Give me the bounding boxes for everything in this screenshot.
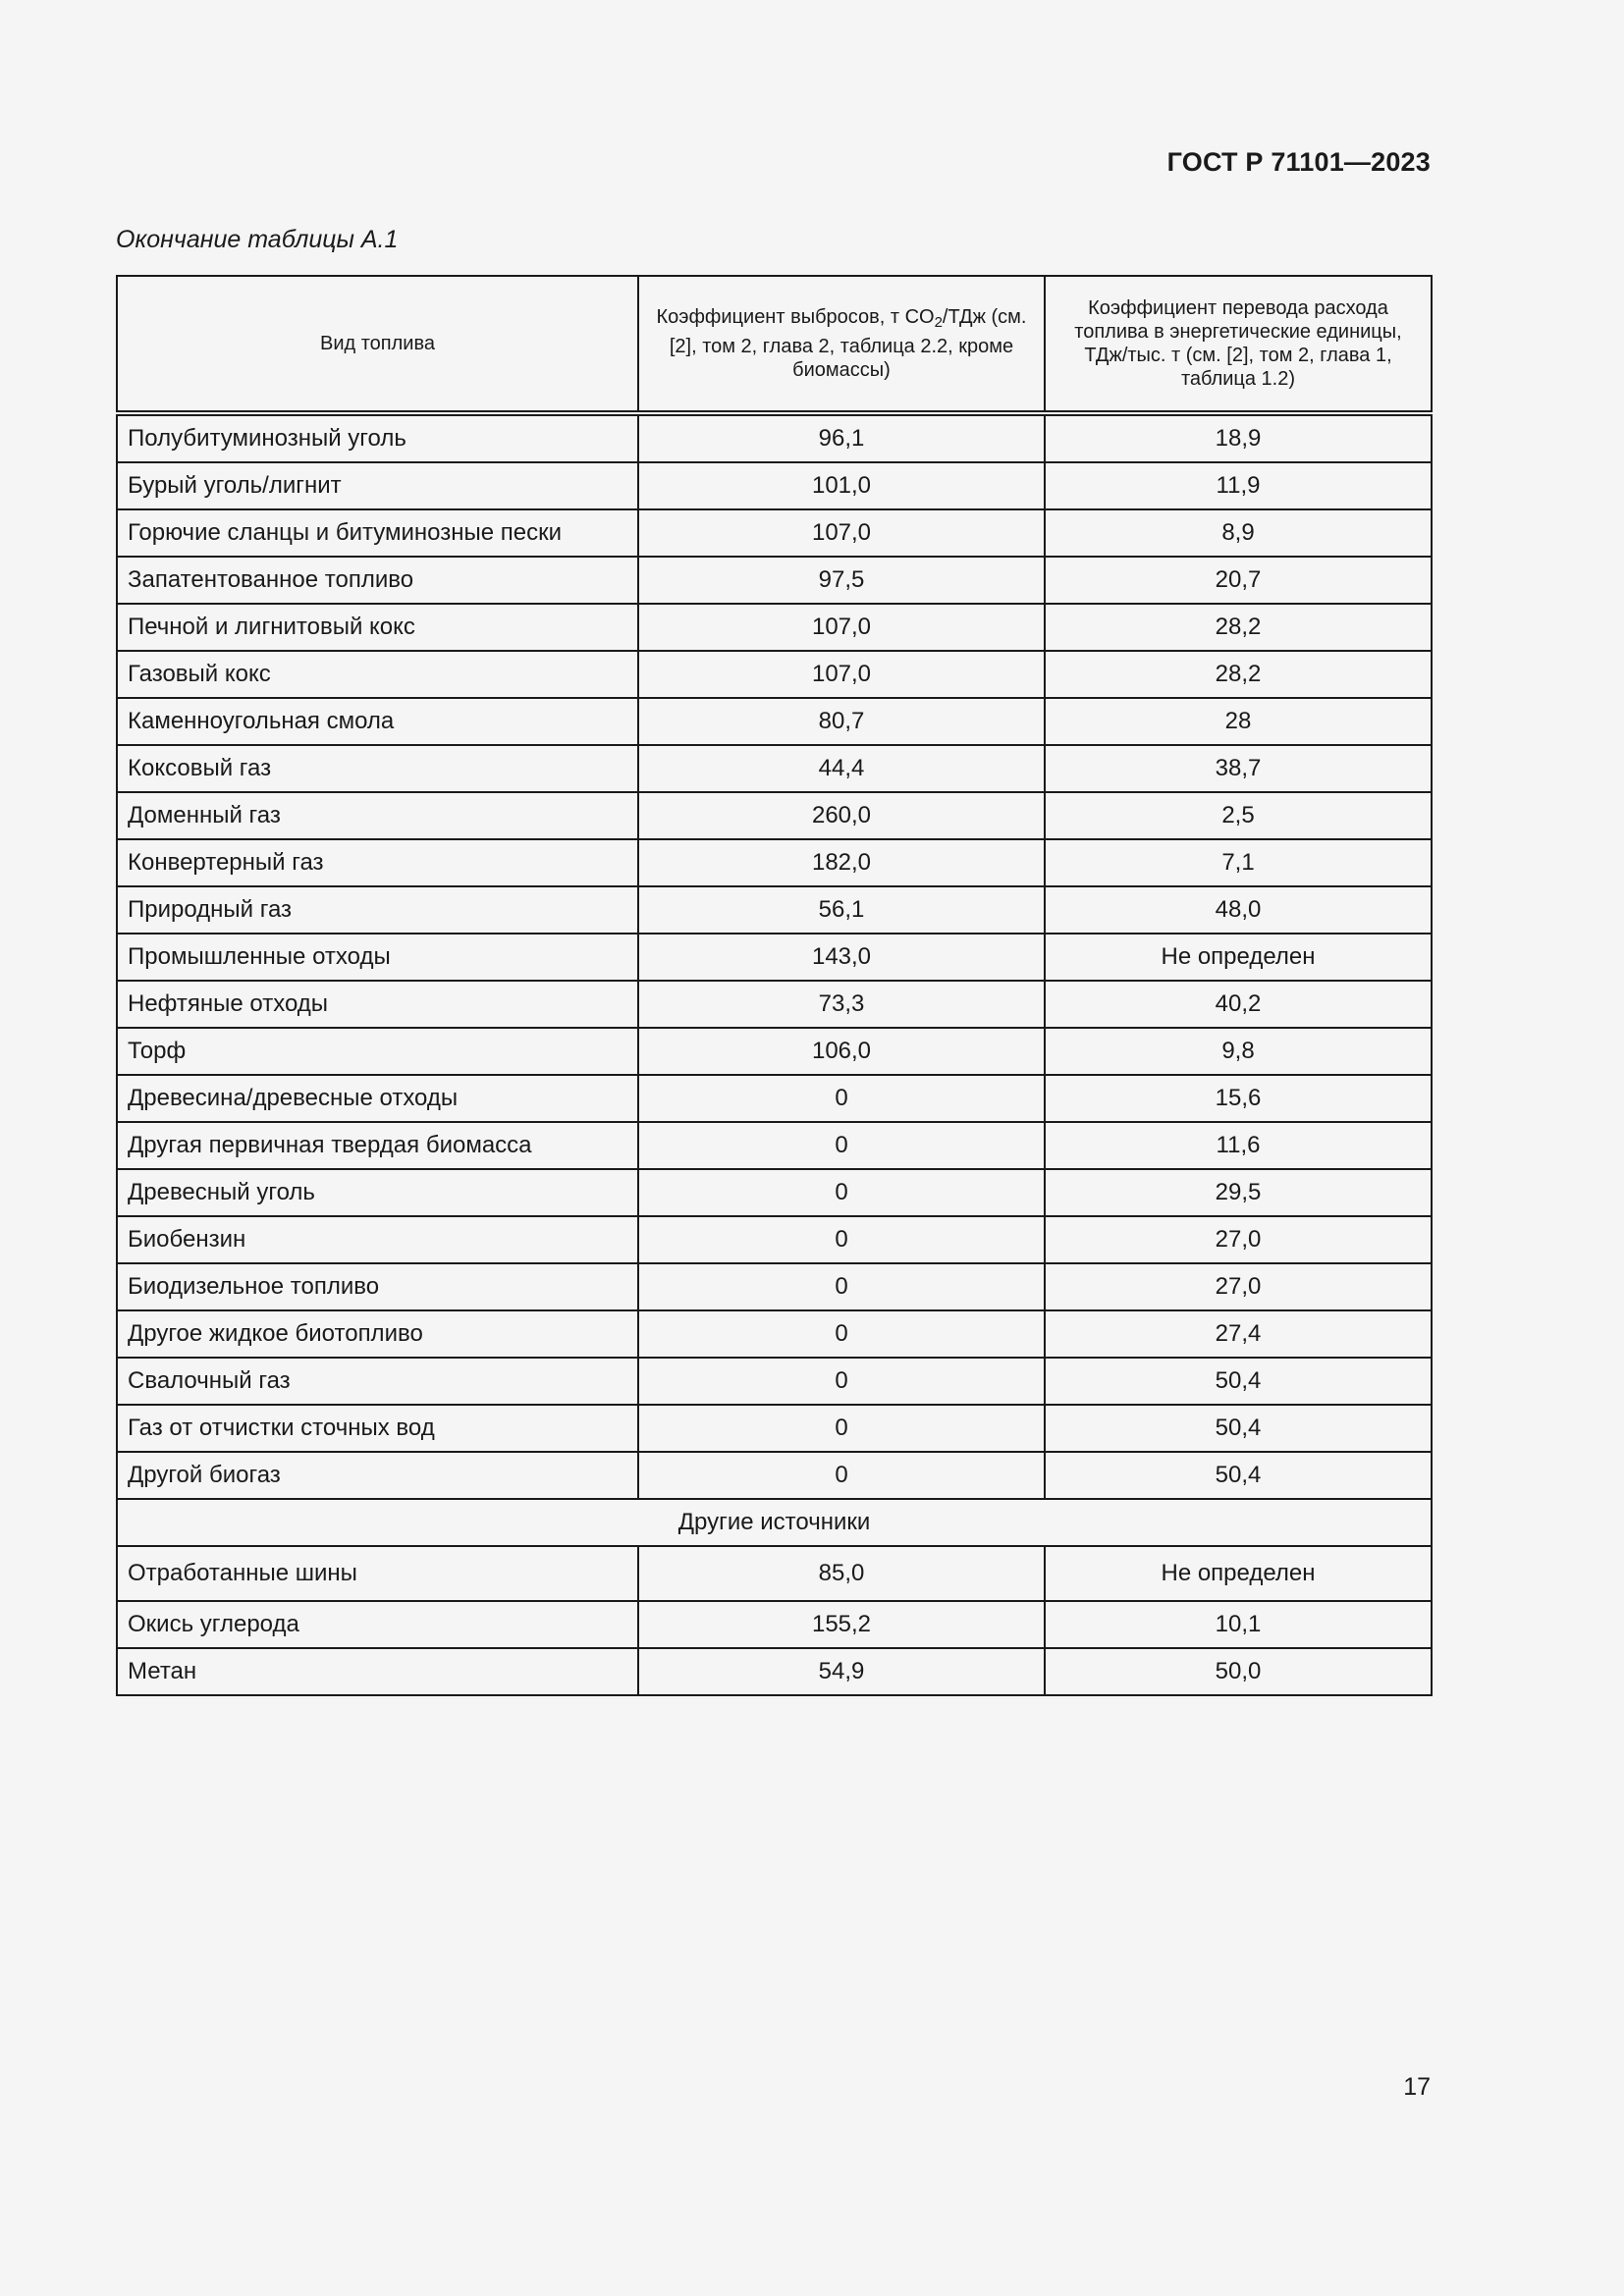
conversion-value-cell: 15,6 (1045, 1075, 1432, 1122)
section-title: Другие источники (117, 1499, 1432, 1546)
fuel-name-cell: Нефтяные отходы (117, 981, 638, 1028)
table-row (117, 1028, 1432, 1075)
emission-value-cell: 155,2 (638, 1601, 1045, 1648)
emission-value-cell: 260,0 (638, 792, 1045, 839)
header-emission-factor (638, 276, 1045, 413)
fuel-name-cell: Каменноугольная смола (117, 698, 638, 745)
table-row (117, 509, 1432, 557)
table-row (117, 604, 1432, 651)
page-number: 17 (1403, 2073, 1431, 2101)
emission-value-cell: 56,1 (638, 886, 1045, 934)
conversion-value-cell: 50,4 (1045, 1358, 1432, 1405)
table-row (117, 745, 1432, 792)
fuel-name-cell: Биодизельное топливо (117, 1263, 638, 1310)
fuel-name-cell: Отработанные шины (117, 1546, 638, 1601)
table-row (117, 698, 1432, 745)
table-caption: Окончание таблицы А.1 (116, 226, 399, 253)
conversion-value-cell: 18,9 (1045, 413, 1432, 462)
conversion-value-cell: 50,4 (1045, 1405, 1432, 1452)
fuel-coefficients-table (116, 275, 1433, 1696)
emission-value-cell: 0 (638, 1169, 1045, 1216)
conversion-value-cell: 50,4 (1045, 1452, 1432, 1499)
conversion-value-cell: 9,8 (1045, 1028, 1432, 1075)
header-emission-subscript: 2 (934, 314, 943, 331)
conversion-value-cell: 40,2 (1045, 981, 1432, 1028)
table-row (117, 1263, 1432, 1310)
table-row (117, 1405, 1432, 1452)
table-header-row (117, 276, 1432, 413)
conversion-value-cell: 38,7 (1045, 745, 1432, 792)
conversion-value-cell: 10,1 (1045, 1601, 1432, 1648)
fuel-table-container (116, 275, 1431, 1696)
conversion-value-cell: 7,1 (1045, 839, 1432, 886)
conversion-value-cell: Не определен (1045, 1546, 1432, 1601)
table-row (117, 886, 1432, 934)
table-row (117, 839, 1432, 886)
fuel-name-cell: Коксовый газ (117, 745, 638, 792)
header-conversion-factor: Коэффициент перевода расхода топлива в энергетические единицы, ТДж/тыс. т (см. [2], том 2, глава 1, таблица 1.2) (1045, 276, 1432, 413)
table-row (117, 1601, 1432, 1648)
table-row (117, 1452, 1432, 1499)
table-row (117, 1169, 1432, 1216)
emission-value-cell: 96,1 (638, 413, 1045, 462)
fuel-name-cell: Газовый кокс (117, 651, 638, 698)
conversion-value-cell: 28,2 (1045, 604, 1432, 651)
table-row (117, 1648, 1432, 1695)
document-code: ГОСТ Р 71101—2023 (1166, 147, 1431, 177)
table-row (117, 792, 1432, 839)
conversion-value-cell: 28 (1045, 698, 1432, 745)
conversion-value-cell: 27,0 (1045, 1216, 1432, 1263)
emission-value-cell: 0 (638, 1310, 1045, 1358)
fuel-name-cell: Метан (117, 1648, 638, 1695)
table-row (117, 1122, 1432, 1169)
fuel-name-cell: Газ от отчистки сточных вод (117, 1405, 638, 1452)
emission-value-cell: 0 (638, 1216, 1045, 1263)
fuel-name-cell: Печной и лигнитовый кокс (117, 604, 638, 651)
fuel-name-cell: Другая первичная твердая биомасса (117, 1122, 638, 1169)
table-row (117, 1075, 1432, 1122)
fuel-name-cell: Горючие сланцы и битуминозные пески (117, 509, 638, 557)
emission-value-cell: 107,0 (638, 509, 1045, 557)
fuel-name-cell: Промышленные отходы (117, 934, 638, 981)
table-row (117, 1310, 1432, 1358)
header-emission-text-pre: Коэффициент выбросов, т CO (656, 306, 935, 328)
table-row (117, 651, 1432, 698)
fuel-name-cell: Свалочный газ (117, 1358, 638, 1405)
table-row (117, 413, 1432, 462)
fuel-name-cell: Доменный газ (117, 792, 638, 839)
conversion-value-cell: 27,0 (1045, 1263, 1432, 1310)
table-row (117, 1546, 1432, 1601)
conversion-value-cell: 11,6 (1045, 1122, 1432, 1169)
conversion-value-cell: 2,5 (1045, 792, 1432, 839)
emission-value-cell: 97,5 (638, 557, 1045, 604)
conversion-value-cell: 20,7 (1045, 557, 1432, 604)
emission-value-cell: 0 (638, 1263, 1045, 1310)
fuel-name-cell: Бурый уголь/лигнит (117, 462, 638, 509)
emission-value-cell: 107,0 (638, 604, 1045, 651)
fuel-name-cell: Древесный уголь (117, 1169, 638, 1216)
emission-value-cell: 85,0 (638, 1546, 1045, 1601)
fuel-name-cell: Другой биогаз (117, 1452, 638, 1499)
fuel-name-cell: Торф (117, 1028, 638, 1075)
table-row (117, 934, 1432, 981)
fuel-name-cell: Природный газ (117, 886, 638, 934)
table-row (117, 981, 1432, 1028)
section-row (117, 1499, 1432, 1546)
emission-value-cell: 106,0 (638, 1028, 1045, 1075)
emission-value-cell: 80,7 (638, 698, 1045, 745)
table-row (117, 557, 1432, 604)
fuel-name-cell: Биобензин (117, 1216, 638, 1263)
fuel-name-cell: Древесина/древесные отходы (117, 1075, 638, 1122)
conversion-value-cell: 50,0 (1045, 1648, 1432, 1695)
table-row (117, 1358, 1432, 1405)
emission-value-cell: 107,0 (638, 651, 1045, 698)
header-emission-text-post: /ТДж (см. [2], том 2, глава 2, таблица 2.2, кроме биомассы) (669, 306, 1027, 381)
conversion-value-cell: Не определен (1045, 934, 1432, 981)
fuel-name-cell: Другое жидкое биотопливо (117, 1310, 638, 1358)
conversion-value-cell: 8,9 (1045, 509, 1432, 557)
conversion-value-cell: 27,4 (1045, 1310, 1432, 1358)
emission-value-cell: 0 (638, 1452, 1045, 1499)
table-row (117, 1216, 1432, 1263)
emission-value-cell: 101,0 (638, 462, 1045, 509)
fuel-name-cell: Конвертерный газ (117, 839, 638, 886)
fuel-name-cell: Окись углерода (117, 1601, 638, 1648)
emission-value-cell: 54,9 (638, 1648, 1045, 1695)
emission-value-cell: 0 (638, 1358, 1045, 1405)
fuel-name-cell: Запатентованное топливо (117, 557, 638, 604)
emission-value-cell: 44,4 (638, 745, 1045, 792)
emission-value-cell: 182,0 (638, 839, 1045, 886)
conversion-value-cell: 28,2 (1045, 651, 1432, 698)
table-row (117, 462, 1432, 509)
conversion-value-cell: 11,9 (1045, 462, 1432, 509)
emission-value-cell: 0 (638, 1122, 1045, 1169)
table-body (117, 413, 1432, 1695)
fuel-name-cell: Полубитуминозный уголь (117, 413, 638, 462)
conversion-value-cell: 29,5 (1045, 1169, 1432, 1216)
header-fuel-type: Вид топлива (117, 276, 638, 413)
conversion-value-cell: 48,0 (1045, 886, 1432, 934)
emission-value-cell: 0 (638, 1075, 1045, 1122)
emission-value-cell: 143,0 (638, 934, 1045, 981)
emission-value-cell: 73,3 (638, 981, 1045, 1028)
emission-value-cell: 0 (638, 1405, 1045, 1452)
